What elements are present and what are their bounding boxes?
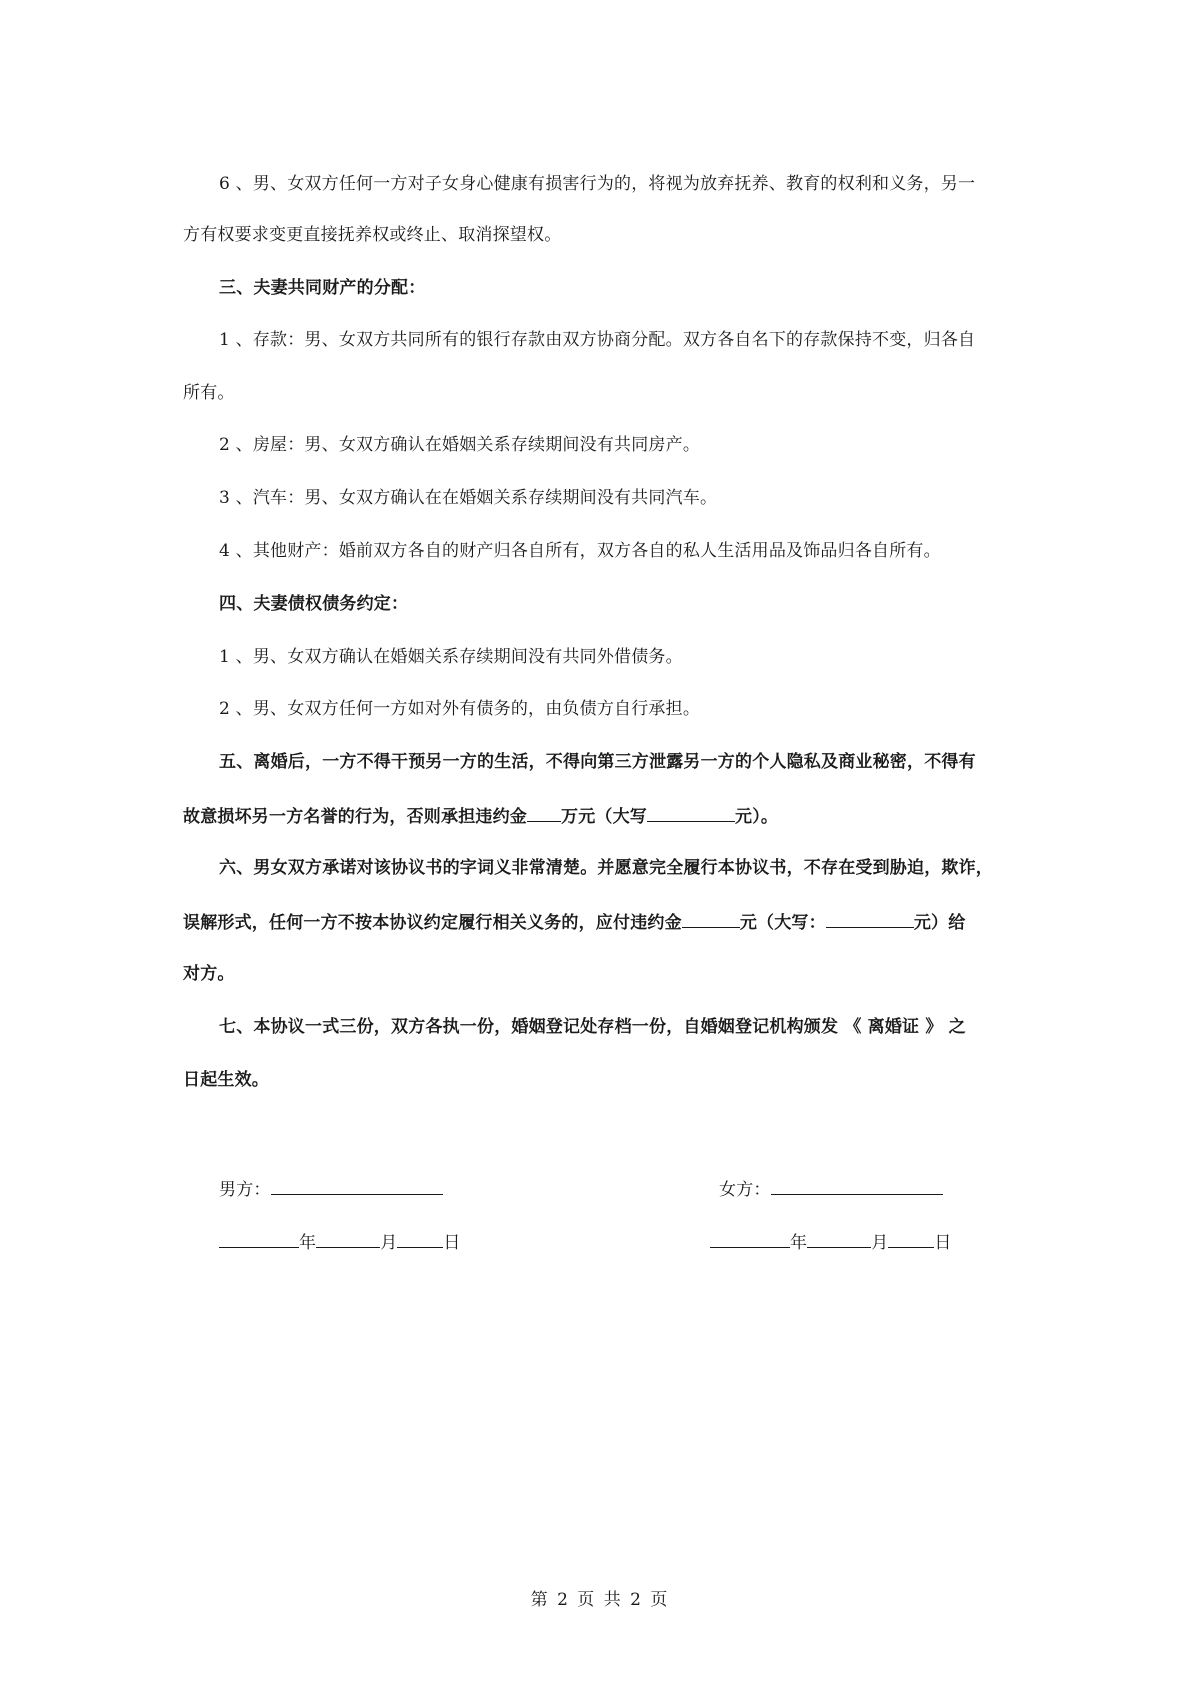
female-signature-blank[interactable]	[771, 1176, 943, 1195]
section-3-heading: 三、夫妻共同财产的分配：	[219, 278, 426, 298]
section-5-text-a: 故意损坏另一方名誉的行为，否则承担违约金	[183, 807, 527, 827]
section-5-line-2	[183, 803, 778, 829]
male-month-label: 月	[380, 1233, 398, 1253]
male-day-label: 日	[443, 1233, 461, 1253]
section-6-text-b: 元（大写：	[739, 913, 826, 933]
breach-amount-blank[interactable]	[682, 909, 740, 928]
section-6-line-2	[183, 909, 965, 935]
male-label: 男方：	[219, 1180, 271, 1200]
female-signature-line	[719, 1176, 943, 1202]
male-month-blank[interactable]	[316, 1229, 380, 1248]
female-month-blank[interactable]	[807, 1229, 871, 1248]
female-day-blank[interactable]	[888, 1229, 934, 1248]
page-number-footer: 第 2 页 共 2 页	[530, 1590, 670, 1610]
clause-6-line-2: 方有权要求变更直接抚养权或终止、取消探望权。	[183, 225, 562, 245]
section-3-item-1-line-2: 所有。	[183, 383, 235, 403]
male-signature-blank[interactable]	[271, 1176, 443, 1195]
male-date-line	[219, 1229, 461, 1255]
penalty-amount-blank[interactable]	[527, 803, 561, 822]
male-year-blank[interactable]	[219, 1229, 299, 1248]
section-6-text-c: 元）给	[913, 913, 966, 933]
section-4-item-2: 2 、男、女双方任何一方如对外有债务的，由负债方自行承担。	[219, 699, 701, 719]
section-6-text-a: 误解形式，任何一方不按本协议约定履行相关义务的，应付违约金	[183, 913, 682, 933]
female-year-blank[interactable]	[710, 1229, 790, 1248]
male-day-blank[interactable]	[397, 1229, 443, 1248]
section-4-heading: 四、夫妻债权债务约定：	[219, 594, 409, 614]
section-3-item-4: 4 、其他财产：婚前双方各自的财产归各自所有，双方各自的私人生活用品及饰品归各自所有。	[219, 541, 941, 561]
section-3-item-3: 3 、汽车：男、女双方确认在在婚姻关系存续期间没有共同汽车。	[219, 488, 718, 508]
section-7-line-1: 七、本协议一式三份，双方各执一份，婚姻登记处存档一份，自婚姻登记机构颁发 《 离婚证 》 之	[219, 1017, 966, 1037]
section-4-item-1: 1 、男、女双方确认在婚姻关系存续期间没有共同外借债务。	[219, 647, 683, 667]
breach-capital-blank[interactable]	[826, 909, 914, 928]
female-date-line	[710, 1229, 952, 1255]
male-signature-line	[219, 1176, 443, 1202]
female-year-label: 年	[790, 1233, 808, 1253]
female-month-label: 月	[871, 1233, 889, 1253]
male-year-label: 年	[299, 1233, 317, 1253]
clause-6-line-1: 6 、男、女双方任何一方对子女身心健康有损害行为的，将视为放弃抚养、教育的权利和义务，另一	[219, 174, 976, 194]
section-6-line-3: 对方。	[183, 964, 235, 984]
section-3-item-2: 2 、房屋：男、女双方确认在婚姻关系存续期间没有共同房产。	[219, 435, 701, 455]
section-7-line-2: 日起生效。	[183, 1070, 269, 1090]
female-label: 女方：	[719, 1180, 771, 1200]
penalty-capital-blank[interactable]	[647, 803, 735, 822]
section-5-line-1: 五、离婚后，一方不得干预另一方的生活，不得向第三方泄露另一方的个人隐私及商业秘密，不得有	[219, 752, 976, 772]
section-6-line-1: 六、男女双方承诺对该协议书的字词义非常清楚。并愿意完全履行本协议书，不存在受到胁迫，欺诈，	[219, 858, 993, 878]
section-5-text-b: 万元（大写	[561, 807, 647, 827]
female-day-label: 日	[934, 1233, 952, 1253]
section-5-text-c: 元）。	[735, 807, 779, 827]
section-3-item-1-line-1: 1 、存款：男、女双方共同所有的银行存款由双方协商分配。双方各自名下的存款保持不变，归各自	[219, 330, 976, 350]
